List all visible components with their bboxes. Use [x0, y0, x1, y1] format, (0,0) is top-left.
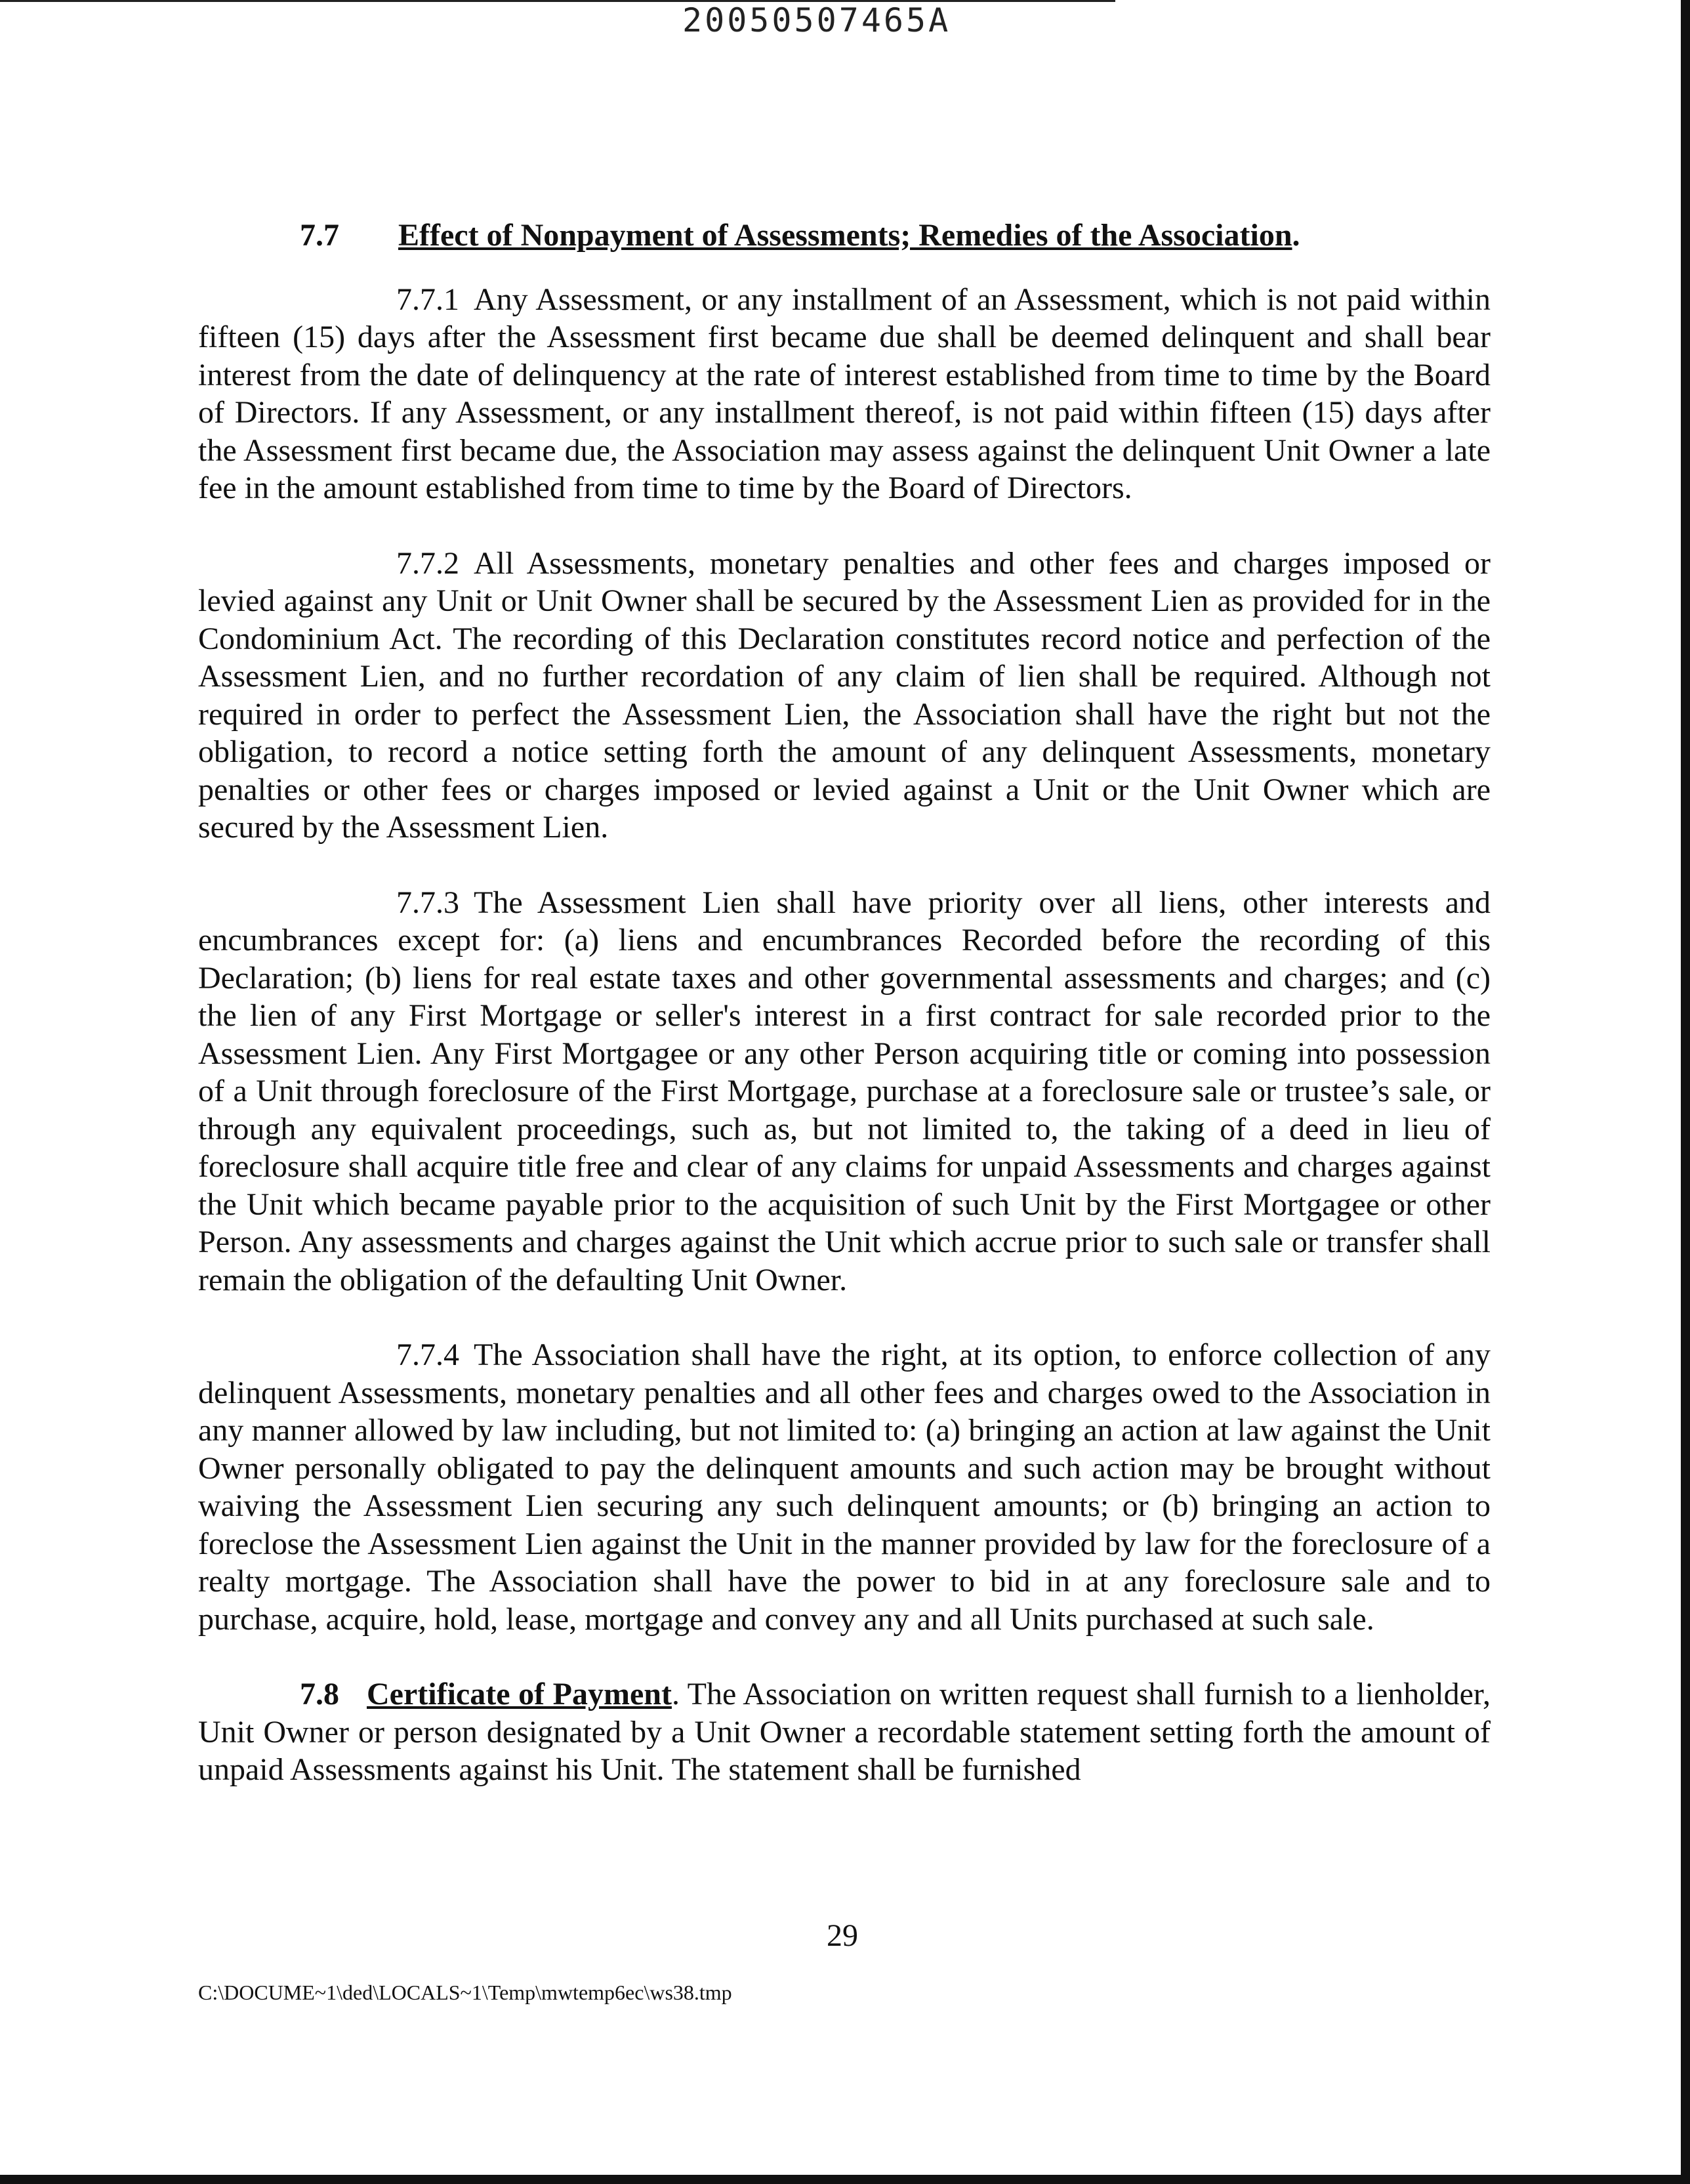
paragraph-text: The Assessment Lien shall have priority over all liens, other interests and encumbrances except for: (a) liens and encumbrances Recorded before the recording of this Declaration; (b) liens for real estate taxes and other governmental assessments and charges; and (c) the lien of any First Mortgage or seller's interest in a first contract for sale recorded prior to the Assessment Lien. Any First Mortgagee or any other Person acquiring title or coming into possession of a Unit through foreclosure of the First Mortgage, purchase at a foreclosure sale or trustee’s sale, or through any equivalent proceedings, such as, but not limited to, the taking of a deed in lieu of foreclosure shall acquire title free and clear of any claims for unpaid Assessments and charges against the Unit which became payable prior to the acquisition of such Unit by the First Mortgagee or other Person. Any assessments and charges against the Unit which accrue prior to such sale or transfer shall remain the obligation of the defaulting Unit Owner.: [198, 885, 1491, 1297]
paragraph-7-7-3: [198, 884, 1491, 1299]
section-title: Effect of Nonpayment of Assessments; Remedies of the Association: [398, 218, 1292, 253]
scan-edge-right: [1681, 0, 1690, 2184]
paragraph-number: 7.7.3: [396, 885, 459, 920]
paragraph-text: The Association shall have the right, at its option, to enforce collection of any delinquent Assessments, monetary penalties and all other fees and charges owed to the Association in any manner allowed by law including, but not limited to: (a) bringing an action at law against the Unit Owner personally obligated to pay the delinquent amounts and such action may be brought without waiving the Assessment Lien securing any such delinquent amounts; or (b) bringing an action to foreclose the Assessment Lien against the Unit in the manner provided by law for the foreclosure of a realty mortgage. The Association shall have the power to bid in at any foreclosure sale and to purchase, acquire, hold, lease, mortgage and convey any and all Units purchased at such sale.: [198, 1337, 1491, 1637]
section-text: The Association on written request shall furnish to a lienholder, Unit Owner or person designated by a Unit Owner a recordable statement setting forth the amount of unpaid Assessments against his Unit. The statement shall be furnished: [198, 1677, 1491, 1787]
paragraph-number: 7.7.1: [396, 282, 459, 317]
paragraph-text: Any Assessment, or any installment of an Assessment, which is not paid within fifteen (15) days after the Assessment first became due shall be deemed delinquent and shall bear interest from the date of delinquency at the rate of interest established from time to time by the Board of Directors. If any Assessment, or any installment thereof, is not paid within fifteen (15) days after the Assessment first became due, the Association may assess against the delinquent Unit Owner a late fee in the amount established from time to time by the Board of Directors.: [198, 282, 1491, 505]
paragraph-number: 7.7.4: [396, 1337, 459, 1372]
footer-file-path: C:\DOCUME~1\ded\LOCALS~1\Temp\mwtemp6ec\ws38.tmp: [198, 1981, 732, 2004]
paragraph-number: 7.7.2: [396, 545, 459, 581]
scan-edge-bottom: [0, 2175, 1690, 2184]
paragraph-7-7-2: [198, 545, 1491, 847]
section-number: 7.8: [300, 1677, 339, 1712]
paragraph-text: All Assessments, monetary penalties and other fees and charges imposed or levied against any Unit or Unit Owner shall be secured by the Assessment Lien as provided for in the Condominium Act. The recording of this Declaration constitutes record notice and perfection of the Assessment Lien, and no further recordation of any claim of lien shall be required. Although not required in order to perfect the Assessment Lien, the Association shall have the right but not the obligation, to record a notice setting forth the amount of any delinquent Assessments, monetary penalties or other fees or charges imposed or levied against a Unit or the Unit Owner which are secured by the Assessment Lien.: [198, 545, 1491, 845]
section-7-7-heading: 7.7 Effect of Nonpayment of Assessments; Remedies of the Association.: [198, 217, 1491, 255]
section-title: Certificate of Payment: [367, 1677, 672, 1712]
document-id: 20050507465A: [682, 1, 951, 39]
page-number: 29: [827, 1918, 858, 1953]
paragraph-7-7-4: [198, 1336, 1491, 1638]
section-7-8: 7.8 Certificate of Payment. The Association on written request shall furnish to a lienholder, Unit Owner or person designated by a Unit Owner a recordable statement setting forth the amount of unpaid Assessments against his Unit. The statement shall be furnished: [198, 1677, 1491, 1787]
paragraph-7-7-1: [198, 281, 1491, 507]
page-body: [198, 217, 1491, 1789]
section-number: 7.7: [300, 218, 339, 253]
